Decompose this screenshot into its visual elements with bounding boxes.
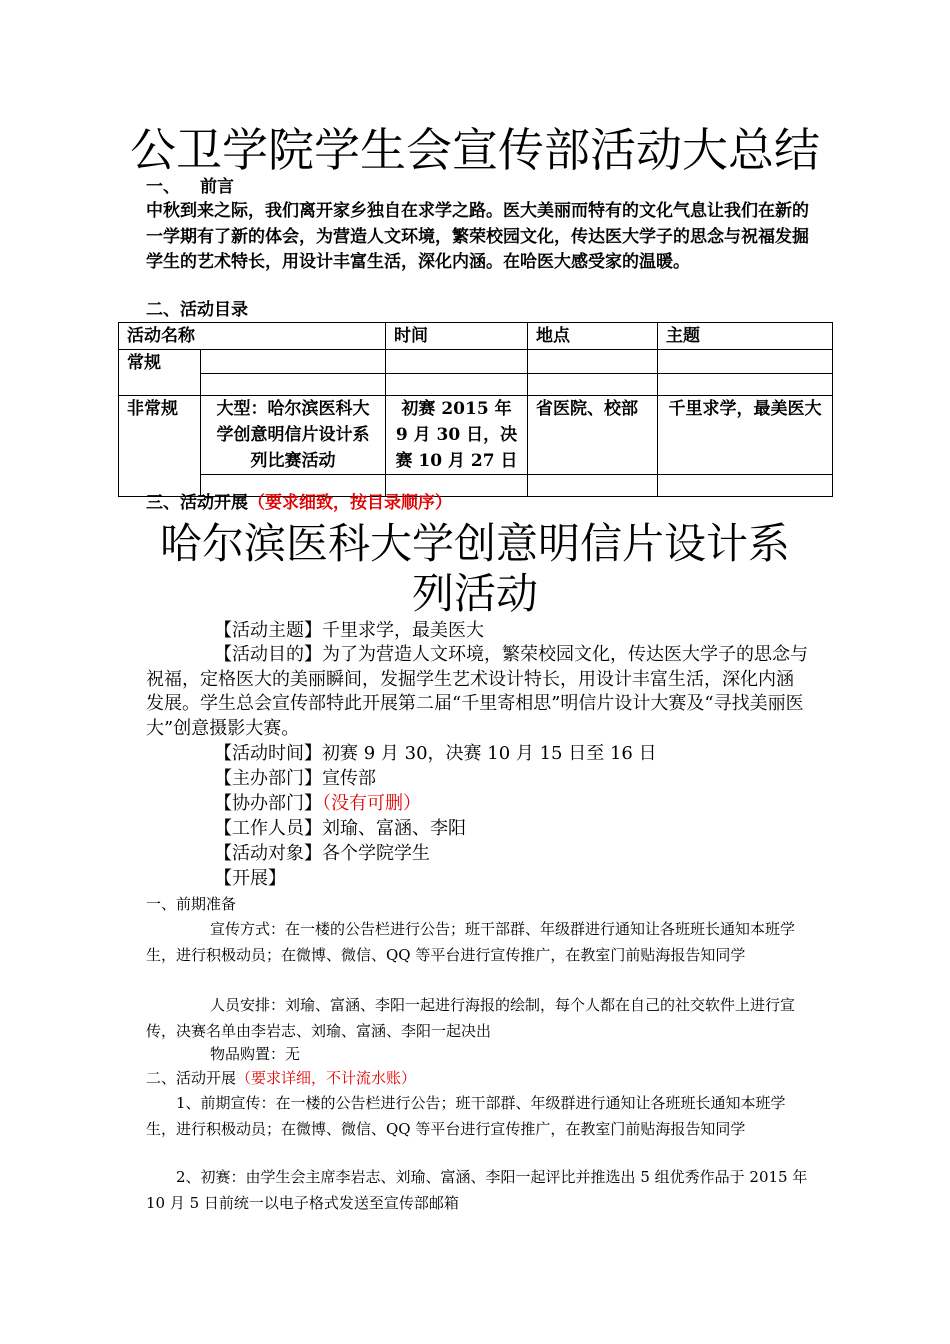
section3-note: （要求细致，按目录顺序） xyxy=(248,493,452,513)
activity-target xyxy=(214,841,430,866)
section1-heading: 前言 xyxy=(200,177,234,197)
target-value: 各个学院学生 xyxy=(322,843,430,864)
activity-host xyxy=(214,766,376,791)
theme-value: 千里求学，最美医大 xyxy=(322,620,484,641)
target-label: 【活动对象】 xyxy=(214,843,322,864)
table-row-empty xyxy=(119,374,833,396)
prep-purchase: 物品购置：无 xyxy=(210,1045,301,1063)
section3-heading: 三、活动开展 xyxy=(146,493,248,513)
irregular-place: 省医院、校部 xyxy=(528,396,658,475)
activity-staff xyxy=(214,816,466,841)
activity-title-line1: 哈尔滨医科大学创意明信片设计系 xyxy=(159,519,790,568)
irregular-time: 初赛 2015 年 9 月 30 日，决赛 10 月 27 日 xyxy=(386,396,528,475)
time-label: 【活动时间】 xyxy=(214,743,322,764)
staff-label: 【工作人员】 xyxy=(214,818,322,839)
co-label: 【协办部门】 xyxy=(214,793,322,814)
conduct-heading-line xyxy=(146,1066,416,1090)
prep-staffing: 人员安排：刘瑜、富涵、李阳一起进行海报的绘制，每个人都在自己的社交软件上进行宣传，决赛名单由李岩志、刘瑜、富涵、李阳一起决出 xyxy=(146,996,796,1040)
activity-purpose xyxy=(146,643,808,741)
host-value: 宣传部 xyxy=(322,768,376,789)
header-name: 活动名称 xyxy=(119,323,386,350)
host-label: 【主办部门】 xyxy=(214,768,322,789)
section2-heading: 二、活动目录 xyxy=(146,300,248,320)
time-value: 初赛 9 月 30，决赛 10 月 15 日至 16 日 xyxy=(322,743,657,764)
conduct-note: （要求详细，不计流水账） xyxy=(236,1069,417,1087)
activity-theme xyxy=(214,618,484,643)
conduct-item-1: 1、前期宣传：在一楼的公告栏进行公告；班干部群、年级群进行通知让各班班长通知本班学生，进行积极动员；在微博、微信、QQ 等平台进行宣传推广，在教室门前贴海报告知同学 xyxy=(146,1094,786,1138)
purpose-value: 为了为营造人文环境，繁荣校园文化，传达医大学子的思念与祝福，定格医大的美丽瞬间，发掘学生艺术设计特长，用设计丰富生活，深化内涵发展。学生总会宣传部特此开展第二届“千里寄相思”明信片设计大赛及“寻找美丽医大”创意摄影大赛。 xyxy=(146,644,808,739)
intro-paragraph: 中秋到来之际，我们离开家乡独自在求学之路。医大美丽而特有的文化气息让我们在新的一学期有了新的体会，为营造人文环境，繁荣校园文化，传达医大学子的思念与祝福发掘学生的艺术特长，用设计丰富生活，深化内涵。在哈医大感受家的温暖。 xyxy=(146,201,809,272)
activity-title-line2: 列活动 xyxy=(411,569,538,618)
irregular-theme: 千里求学，最美医大 xyxy=(658,396,833,475)
staff-value: 刘瑜、富涵、李阳 xyxy=(322,818,466,839)
activity-catalog-table xyxy=(118,322,833,497)
regular-label: 常规 xyxy=(119,350,201,396)
header-time: 时间 xyxy=(386,323,528,350)
conduct-item-2: 2、初赛：由学生会主席李岩志、刘瑜、富涵、李阳一起评比并推选出 5 组优秀作品于 2015 年 10 月 5 日前统一以电子格式发送至宣传部邮箱 xyxy=(146,1168,808,1212)
section3-heading-line xyxy=(146,491,452,515)
header-place: 地点 xyxy=(528,323,658,350)
theme-label: 【活动主题】 xyxy=(214,620,322,641)
co-value: （没有可删） xyxy=(322,793,421,814)
prep-publicity: 宣传方式：在一楼的公告栏进行公告；班干部群、年级群进行通知让各班班长通知本班学生，进行积极动员；在微博、微信、QQ 等平台进行宣传推广，在教室门前贴海报告知同学 xyxy=(146,920,796,964)
table-header-row xyxy=(119,323,833,350)
document-title: 公卫学院学生会宣传部活动大总结 xyxy=(130,123,820,177)
irregular-label: 非常规 xyxy=(119,396,201,497)
activity-time xyxy=(214,741,657,766)
purpose-label: 【活动目的】 xyxy=(214,644,322,665)
table-row-regular xyxy=(119,350,833,374)
header-theme: 主题 xyxy=(658,323,833,350)
table-row-irregular xyxy=(119,396,833,475)
conduct-heading: 二、活动开展 xyxy=(146,1069,237,1087)
activity-co-host xyxy=(214,791,421,816)
section1-number: 一、 xyxy=(146,177,180,197)
activity-develop: 【开展】 xyxy=(214,868,286,889)
prep-heading: 一、前期准备 xyxy=(146,895,237,913)
irregular-name: 大型：哈尔滨医科大学创意明信片设计系列比赛活动 xyxy=(201,396,386,475)
